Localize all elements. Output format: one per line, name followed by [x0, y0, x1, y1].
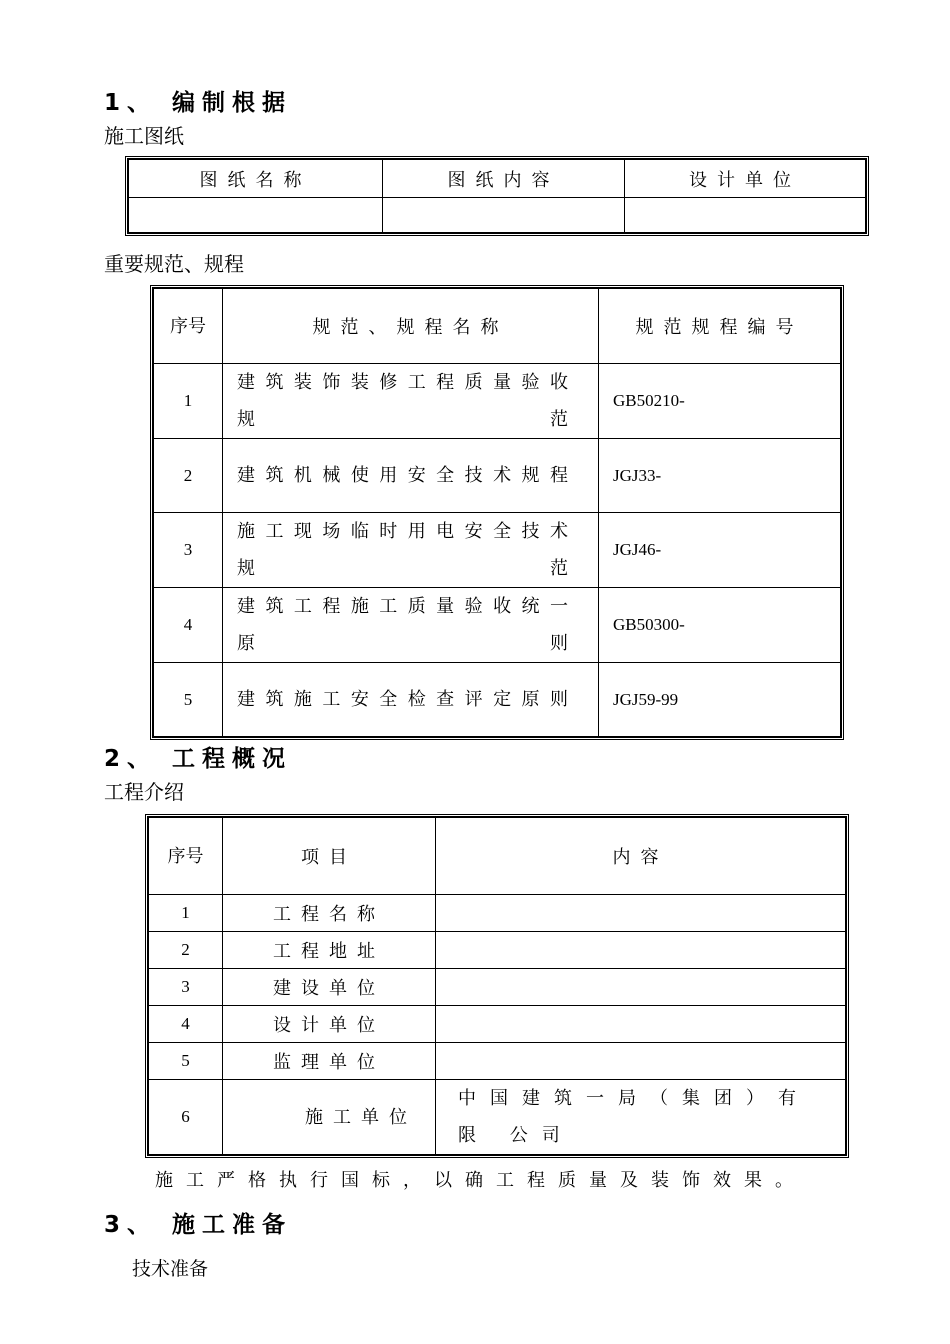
drawings-header-content: 图纸内容: [383, 160, 625, 198]
intro-row-no: 3: [149, 969, 223, 1006]
standards-row-code: GB50210-: [599, 364, 841, 439]
section-2-heading: 2、 工程概况: [104, 746, 293, 772]
standards-row-name: 施工现场临时用电安全技术规范: [223, 513, 599, 588]
intro-header-content: 内容: [436, 818, 846, 895]
intro-row-content: [436, 895, 846, 932]
drawings-cell-empty: [129, 198, 383, 233]
intro-row-content: 中国建筑一局（集团）有限 公司: [436, 1080, 846, 1155]
intro-row-item: 施工单位: [223, 1080, 436, 1155]
section-1-heading: 1、 编制根据: [104, 90, 293, 116]
intro-row-no: 2: [149, 932, 223, 969]
intro-row-no: 4: [149, 1006, 223, 1043]
standards-row-name: 建筑机械使用安全技术规程: [223, 439, 599, 513]
standards-row-code: JGJ33-: [599, 439, 841, 513]
standards-row-code: JGJ46-: [599, 513, 841, 588]
standards-row-name: 建筑装饰装修工程质量验收规范: [223, 364, 599, 439]
standards-row-no: 5: [154, 663, 223, 737]
intro-row-no: 6: [149, 1080, 223, 1155]
intro-table: [145, 814, 849, 1158]
tech-prep-heading: 技术准备: [132, 1258, 209, 1280]
standards-table: [150, 285, 844, 740]
drawings-cell-empty: [383, 198, 625, 233]
standards-row-name: 建筑工程施工质量验收统一原则: [223, 588, 599, 663]
section-3-heading: 3、 施工准备: [104, 1212, 293, 1238]
intro-row-no: 1: [149, 895, 223, 932]
drawings-header-designer: 设计单位: [625, 160, 866, 198]
intro-heading: 工程介绍: [104, 780, 184, 804]
standards-row-no: 1: [154, 364, 223, 439]
standards-row-no: 4: [154, 588, 223, 663]
drawings-header-name: 图纸名称: [129, 160, 383, 198]
drawings-heading: 施工图纸: [104, 124, 184, 148]
standards-row-code: GB50300-: [599, 588, 841, 663]
intro-row-item: 监理单位: [223, 1043, 436, 1080]
intro-row-item: 设计单位: [223, 1006, 436, 1043]
intro-row-item: 工程地址: [223, 932, 436, 969]
intro-row-item: 工程名称: [223, 895, 436, 932]
standards-heading: 重要规范、规程: [104, 252, 244, 276]
intro-row-content: [436, 969, 846, 1006]
quality-note: 施工严格执行国标，以确工程质量及装饰效果。: [155, 1170, 806, 1191]
intro-header-item: 项目: [223, 818, 436, 895]
standards-row-no: 2: [154, 439, 223, 513]
standards-header-no: 序号: [154, 289, 223, 364]
standards-header-code: 规范规程编号: [599, 289, 841, 364]
standards-header-name: 规范、规程名称: [223, 289, 599, 364]
intro-row-content: [436, 1006, 846, 1043]
drawings-cell-empty: [625, 198, 866, 233]
intro-row-item: 建设单位: [223, 969, 436, 1006]
standards-row-code: JGJ59-99: [599, 663, 841, 737]
intro-row-content: [436, 932, 846, 969]
intro-row-no: 5: [149, 1043, 223, 1080]
intro-row-content: [436, 1043, 846, 1080]
standards-row-no: 3: [154, 513, 223, 588]
intro-header-no: 序号: [149, 818, 223, 895]
drawings-table: [125, 156, 869, 236]
standards-row-name: 建筑施工安全检查评定原则: [223, 663, 599, 737]
